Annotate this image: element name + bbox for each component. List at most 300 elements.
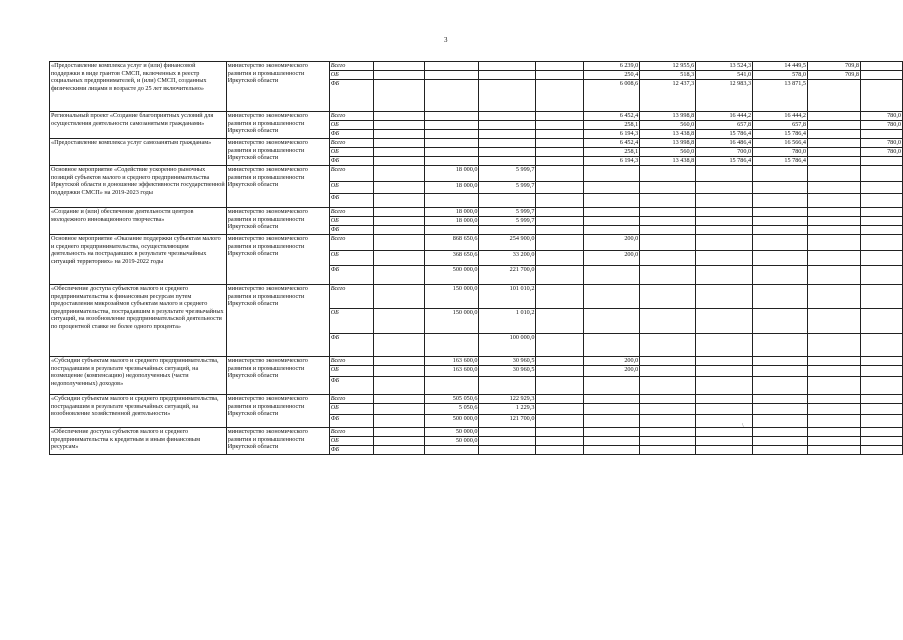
amount-cell — [479, 121, 536, 130]
responsible-executor: министерство экономического развития и промышленности Иркутской области — [226, 166, 329, 208]
amount-cell: 13 998,8 — [640, 139, 696, 148]
amount-cell — [373, 235, 424, 251]
amount-cell — [479, 226, 536, 235]
amount-cell — [808, 285, 861, 309]
amount-cell: 560,0 — [640, 148, 696, 157]
amount-cell — [860, 166, 902, 182]
amount-cell — [808, 395, 861, 404]
amount-cell — [808, 266, 861, 285]
table-row — [50, 62, 903, 71]
amount-cell: 1 229,3 — [479, 404, 536, 415]
amount-cell — [640, 208, 696, 217]
amount-cell — [753, 251, 808, 266]
amount-cell — [640, 182, 696, 194]
amount-cell — [860, 208, 902, 217]
amount-cell — [860, 226, 902, 235]
amount-cell — [373, 334, 424, 357]
amount-cell — [696, 235, 753, 251]
funding-source: Всего — [329, 428, 373, 437]
amount-cell — [373, 415, 424, 428]
amount-cell: 16 566,4 — [753, 139, 808, 148]
amount-cell — [696, 266, 753, 285]
amount-cell — [696, 194, 753, 208]
amount-cell — [808, 334, 861, 357]
table-row — [50, 208, 903, 217]
amount-cell — [424, 80, 479, 112]
amount-cell — [696, 251, 753, 266]
amount-cell — [640, 266, 696, 285]
funding-source: ФБ — [329, 266, 373, 285]
page-number: 3 — [444, 36, 448, 44]
amount-cell — [640, 217, 696, 226]
amount-cell: 33 200,0 — [479, 251, 536, 266]
amount-cell — [584, 309, 640, 334]
amount-cell — [808, 428, 861, 437]
amount-cell: 657,8 — [753, 121, 808, 130]
amount-cell: 163 600,0 — [424, 366, 479, 377]
amount-cell — [808, 226, 861, 235]
amount-cell — [860, 62, 902, 71]
amount-cell — [373, 208, 424, 217]
funding-source: ФБ — [329, 334, 373, 357]
amount-cell — [860, 157, 902, 166]
amount-cell: 780,0 — [860, 121, 902, 130]
amount-cell — [860, 71, 902, 80]
amount-cell — [860, 182, 902, 194]
amount-cell: 121 700,0 — [479, 415, 536, 428]
amount-cell — [640, 285, 696, 309]
amount-cell: 122 929,3 — [479, 395, 536, 404]
amount-cell: 1 010,2 — [479, 309, 536, 334]
amount-cell — [584, 334, 640, 357]
amount-cell — [753, 357, 808, 366]
table-row — [50, 428, 903, 437]
amount-cell — [696, 446, 753, 455]
amount-cell — [536, 71, 584, 80]
amount-cell — [479, 62, 536, 71]
amount-cell — [479, 80, 536, 112]
amount-cell — [479, 194, 536, 208]
amount-cell: 709,8 — [808, 62, 861, 71]
activity-description: Основное мероприятие «Содействие ускоренно рыночных позиций субъектов малого и среднего предпринимательства Иркутской области в доношение эффективности государственной поддержки СМСП» на 2019-2023 годы — [50, 166, 227, 208]
amount-cell — [424, 226, 479, 235]
amount-cell: 15 786,4 — [696, 130, 753, 139]
funding-source: ОБ — [329, 309, 373, 334]
stray-mark: \ — [742, 423, 744, 429]
amount-cell — [753, 266, 808, 285]
amount-cell — [424, 148, 479, 157]
amount-cell — [808, 130, 861, 139]
amount-cell — [584, 285, 640, 309]
amount-cell — [536, 226, 584, 235]
responsible-executor: министерство экономического развития и промышленности Иркутской области — [226, 62, 329, 112]
amount-cell — [373, 395, 424, 404]
amount-cell — [424, 71, 479, 80]
amount-cell — [753, 194, 808, 208]
activity-description: «Субсидии субъектам малого и среднего предпринимательства, пострадавшим в результате чрезвычайных ситуаций, на возобновление хозяйственной деятельности» — [50, 395, 227, 428]
amount-cell: 13 438,8 — [640, 130, 696, 139]
amount-cell: 518,3 — [640, 71, 696, 80]
amount-cell — [536, 446, 584, 455]
amount-cell — [424, 194, 479, 208]
amount-cell — [640, 166, 696, 182]
amount-cell — [373, 148, 424, 157]
funding-source: ФБ — [329, 415, 373, 428]
amount-cell — [536, 112, 584, 121]
amount-cell: 6 452,4 — [584, 112, 640, 121]
amount-cell — [696, 226, 753, 235]
amount-cell: 15 786,4 — [696, 157, 753, 166]
amount-cell: 709,8 — [808, 71, 861, 80]
funding-source: Всего — [329, 395, 373, 404]
amount-cell — [640, 309, 696, 334]
amount-cell — [753, 404, 808, 415]
amount-cell — [479, 446, 536, 455]
amount-cell — [753, 437, 808, 446]
amount-cell — [808, 121, 861, 130]
amount-cell: 6 452,4 — [584, 139, 640, 148]
amount-cell — [696, 208, 753, 217]
amount-cell — [860, 194, 902, 208]
amount-cell — [640, 366, 696, 377]
amount-cell: 100 000,0 — [479, 334, 536, 357]
funding-source: ОБ — [329, 182, 373, 194]
funding-source: ОБ — [329, 217, 373, 226]
funding-source: ФБ — [329, 80, 373, 112]
amount-cell: 780,0 — [860, 148, 902, 157]
amount-cell — [640, 334, 696, 357]
amount-cell — [536, 377, 584, 395]
amount-cell — [373, 309, 424, 334]
amount-cell — [373, 357, 424, 366]
funding-source: ФБ — [329, 377, 373, 395]
amount-cell — [536, 62, 584, 71]
amount-cell: 5 050,6 — [424, 404, 479, 415]
amount-cell — [808, 235, 861, 251]
amount-cell — [536, 182, 584, 194]
amount-cell — [753, 366, 808, 377]
amount-cell — [373, 428, 424, 437]
amount-cell — [479, 428, 536, 437]
amount-cell: 13 524,3 — [696, 62, 753, 71]
amount-cell — [536, 415, 584, 428]
table-row — [50, 357, 903, 366]
amount-cell — [373, 194, 424, 208]
funding-source: ОБ — [329, 437, 373, 446]
amount-cell — [640, 251, 696, 266]
amount-cell — [536, 395, 584, 404]
amount-cell — [373, 251, 424, 266]
amount-cell — [373, 266, 424, 285]
amount-cell — [696, 309, 753, 334]
amount-cell — [536, 235, 584, 251]
amount-cell — [753, 395, 808, 404]
amount-cell — [536, 130, 584, 139]
amount-cell — [584, 226, 640, 235]
amount-cell: 30 960,5 — [479, 357, 536, 366]
amount-cell: 6 239,0 — [584, 62, 640, 71]
amount-cell — [753, 166, 808, 182]
amount-cell: 18 000,0 — [424, 208, 479, 217]
amount-cell — [373, 157, 424, 166]
amount-cell — [536, 80, 584, 112]
amount-cell — [373, 112, 424, 121]
amount-cell — [808, 309, 861, 334]
activity-description: Основное мероприятие «Оказание поддержки субъектам малого и среднего предпринимательства, осуществляющим деятельность на пострадавших в результате чрезвычайных ситуаций территориях» на 2019-2022 годы — [50, 235, 227, 285]
amount-cell: 500 000,0 — [424, 415, 479, 428]
amount-cell — [696, 395, 753, 404]
amount-cell — [808, 194, 861, 208]
amount-cell — [536, 251, 584, 266]
funding-source: ОБ — [329, 148, 373, 157]
amount-cell: 18 000,0 — [424, 217, 479, 226]
amount-cell — [373, 377, 424, 395]
amount-cell — [584, 194, 640, 208]
amount-cell — [373, 437, 424, 446]
amount-cell — [860, 235, 902, 251]
amount-cell: 12 437,3 — [640, 80, 696, 112]
amount-cell — [640, 437, 696, 446]
program-funding-table — [49, 61, 903, 455]
amount-cell — [753, 446, 808, 455]
amount-cell — [536, 366, 584, 377]
amount-cell: 6 194,3 — [584, 157, 640, 166]
amount-cell — [373, 71, 424, 80]
amount-cell: 200,0 — [584, 251, 640, 266]
funding-source: Всего — [329, 235, 373, 251]
amount-cell — [808, 446, 861, 455]
amount-cell: 5 999,7 — [479, 166, 536, 182]
amount-cell — [373, 166, 424, 182]
amount-cell — [536, 404, 584, 415]
amount-cell — [536, 121, 584, 130]
amount-cell: 541,0 — [696, 71, 753, 80]
amount-cell — [479, 130, 536, 139]
amount-cell — [424, 334, 479, 357]
amount-cell: 13 871,5 — [753, 80, 808, 112]
amount-cell — [696, 285, 753, 309]
amount-cell — [584, 428, 640, 437]
responsible-executor: министерство экономического развития и промышленности Иркутской области — [226, 395, 329, 428]
amount-cell — [808, 208, 861, 217]
amount-cell: 101 010,2 — [479, 285, 536, 309]
amount-cell — [860, 415, 902, 428]
amount-cell — [808, 80, 861, 112]
amount-cell — [696, 377, 753, 395]
amount-cell — [479, 377, 536, 395]
amount-cell: 6 008,6 — [584, 80, 640, 112]
amount-cell — [860, 266, 902, 285]
amount-cell — [479, 112, 536, 121]
activity-description: «Предоставление комплекса услуг и (или) финансовой поддержки в виде грантов СМСП, включенных в реестр социальных предпринимателей, и (или) СМСП, созданных физическими лицами в возрасте до 25 лет включительно» — [50, 62, 227, 112]
amount-cell — [753, 235, 808, 251]
amount-cell — [584, 266, 640, 285]
amount-cell: 18 000,0 — [424, 182, 479, 194]
amount-cell — [753, 377, 808, 395]
amount-cell: 13 438,8 — [640, 157, 696, 166]
amount-cell: 221 700,0 — [479, 266, 536, 285]
amount-cell: 13 998,8 — [640, 112, 696, 121]
amount-cell — [860, 309, 902, 334]
activity-description: «Субсидии субъектам малого и среднего предпринимательства, пострадавшим в результате чрезвычайных ситуаций, на возмещение (компенсацию) недополученных (части недополученных) доходов» — [50, 357, 227, 395]
amount-cell — [860, 251, 902, 266]
amount-cell — [479, 437, 536, 446]
amount-cell — [696, 366, 753, 377]
amount-cell — [536, 148, 584, 157]
funding-source: Всего — [329, 208, 373, 217]
funding-source: Всего — [329, 285, 373, 309]
amount-cell: 780,0 — [860, 112, 902, 121]
amount-cell — [696, 357, 753, 366]
amount-cell — [536, 437, 584, 446]
amount-cell — [536, 208, 584, 217]
amount-cell — [373, 226, 424, 235]
responsible-executor: министерство экономического развития и промышленности Иркутской области — [226, 285, 329, 357]
funding-source: ФБ — [329, 446, 373, 455]
amount-cell: 560,0 — [640, 121, 696, 130]
amount-cell — [808, 357, 861, 366]
amount-cell — [860, 395, 902, 404]
amount-cell — [536, 194, 584, 208]
amount-cell — [479, 71, 536, 80]
amount-cell — [640, 194, 696, 208]
amount-cell — [696, 437, 753, 446]
amount-cell — [808, 404, 861, 415]
amount-cell — [753, 208, 808, 217]
responsible-executor: министерство экономического развития и промышленности Иркутской области — [226, 139, 329, 166]
amount-cell — [373, 446, 424, 455]
amount-cell: 12 955,6 — [640, 62, 696, 71]
amount-cell — [696, 334, 753, 357]
amount-cell — [424, 130, 479, 139]
amount-cell — [696, 182, 753, 194]
amount-cell — [584, 217, 640, 226]
amount-cell: 50 000,0 — [424, 428, 479, 437]
amount-cell: 258,1 — [584, 121, 640, 130]
amount-cell: 50 000,0 — [424, 437, 479, 446]
amount-cell — [424, 446, 479, 455]
amount-cell — [696, 428, 753, 437]
amount-cell — [860, 366, 902, 377]
amount-cell — [753, 334, 808, 357]
amount-cell — [808, 157, 861, 166]
amount-cell — [479, 157, 536, 166]
amount-cell — [808, 182, 861, 194]
amount-cell — [753, 309, 808, 334]
activity-description: «Создание и (или) обеспечение деятельности центров молодежного инновационного творчества» — [50, 208, 227, 235]
amount-cell: 200,0 — [584, 235, 640, 251]
amount-cell: 15 786,4 — [753, 130, 808, 139]
amount-cell — [424, 62, 479, 71]
amount-cell — [640, 226, 696, 235]
activity-description: «Предоставление комплекса услуг самозанятым гражданам» — [50, 139, 227, 166]
funding-source: Всего — [329, 357, 373, 366]
funding-source: ФБ — [329, 194, 373, 208]
amount-cell — [640, 446, 696, 455]
amount-cell: 12 983,3 — [696, 80, 753, 112]
funding-source: Всего — [329, 62, 373, 71]
amount-cell — [536, 266, 584, 285]
amount-cell — [373, 366, 424, 377]
amount-cell — [536, 217, 584, 226]
amount-cell — [808, 366, 861, 377]
amount-cell: 150 000,0 — [424, 309, 479, 334]
amount-cell — [640, 377, 696, 395]
amount-cell — [640, 428, 696, 437]
amount-cell — [536, 428, 584, 437]
funding-source: ФБ — [329, 226, 373, 235]
funding-source: ОБ — [329, 251, 373, 266]
amount-cell: 657,8 — [696, 121, 753, 130]
amount-cell — [479, 148, 536, 157]
amount-cell — [584, 395, 640, 404]
amount-cell — [536, 357, 584, 366]
funding-source: Всего — [329, 166, 373, 182]
amount-cell — [808, 112, 861, 121]
amount-cell — [860, 80, 902, 112]
activity-description: «Обеспечение доступа субъектов малого и среднего предпринимательства к кредитным и иным финансовым ресурсам» — [50, 428, 227, 455]
amount-cell — [808, 415, 861, 428]
responsible-executor: министерство экономического развития и промышленности Иркутской области — [226, 428, 329, 455]
amount-cell — [584, 446, 640, 455]
amount-cell: 30 960,5 — [479, 366, 536, 377]
amount-cell — [753, 285, 808, 309]
table-row — [50, 395, 903, 404]
amount-cell: 780,0 — [753, 148, 808, 157]
responsible-executor: министерство экономического развития и промышленности Иркутской области — [226, 112, 329, 139]
amount-cell — [860, 446, 902, 455]
amount-cell — [584, 208, 640, 217]
amount-cell: 16 444,2 — [753, 112, 808, 121]
amount-cell — [640, 415, 696, 428]
amount-cell — [808, 217, 861, 226]
amount-cell — [373, 121, 424, 130]
funding-source: ФБ — [329, 157, 373, 166]
amount-cell — [753, 182, 808, 194]
activity-description: Региональный проект «Создание благоприятных условий для осуществления деятельности самозанятыми гражданами» — [50, 112, 227, 139]
table-row — [50, 139, 903, 148]
amount-cell: 14 449,5 — [753, 62, 808, 71]
table-row — [50, 235, 903, 251]
amount-cell — [536, 334, 584, 357]
amount-cell — [860, 357, 902, 366]
amount-cell: 18 000,0 — [424, 166, 479, 182]
funding-source: ОБ — [329, 71, 373, 80]
amount-cell: 368 650,6 — [424, 251, 479, 266]
amount-cell — [373, 404, 424, 415]
funding-source: Всего — [329, 112, 373, 121]
table-row — [50, 166, 903, 182]
table-row — [50, 112, 903, 121]
amount-cell: 500 000,0 — [424, 266, 479, 285]
amount-cell — [584, 437, 640, 446]
amount-cell — [584, 166, 640, 182]
amount-cell — [640, 395, 696, 404]
amount-cell — [424, 139, 479, 148]
amount-cell: 150 000,0 — [424, 285, 479, 309]
amount-cell — [479, 139, 536, 148]
amount-cell — [373, 130, 424, 139]
amount-cell — [536, 285, 584, 309]
amount-cell — [373, 80, 424, 112]
amount-cell — [536, 166, 584, 182]
responsible-executor: министерство экономического развития и промышленности Иркутской области — [226, 357, 329, 395]
amount-cell — [860, 285, 902, 309]
amount-cell — [860, 377, 902, 395]
amount-cell — [584, 377, 640, 395]
amount-cell — [584, 415, 640, 428]
amount-cell — [584, 182, 640, 194]
